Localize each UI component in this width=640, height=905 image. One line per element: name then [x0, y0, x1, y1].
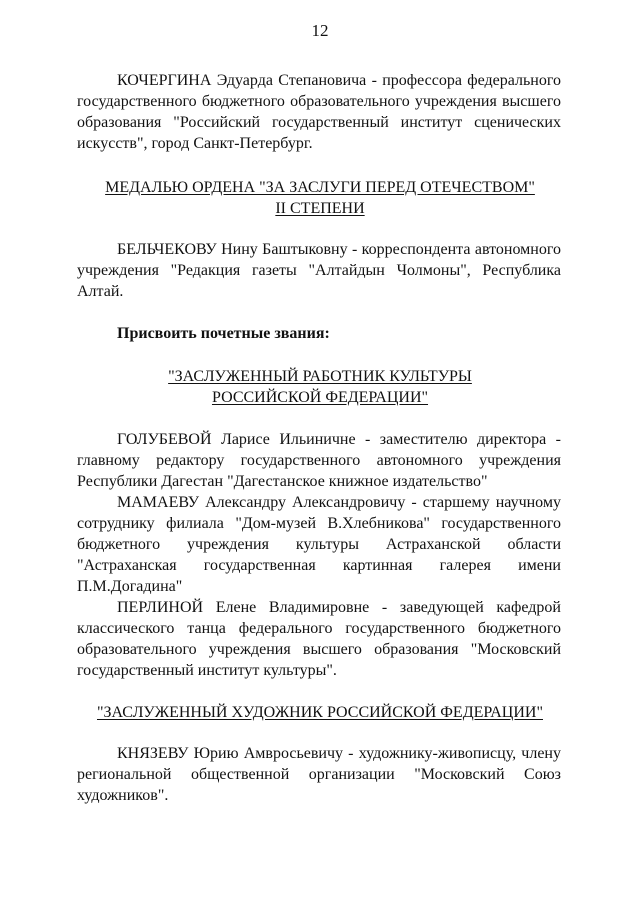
award-paragraph-knyazev: КНЯЗЕВУ Юрию Амвросьевичу - художнику-живописцу, члену региональной общественной организации "Московский Союз художников".	[77, 745, 561, 804]
award-paragraph-mamaev: МАМАЕВУ Александру Александровичу - старшему научному сотруднику филиала "Дом-музей В.Хлебникова" государственного бюджетного учреждения культуры Астраханской области "Астраханская государственная картинная галерея имени П.М.Догадина"	[77, 494, 561, 595]
heading-line: МЕДАЛЬЮ ОРДЕНА "ЗА ЗАСЛУГИ ПЕРЕД ОТЕЧЕСТВОМ"	[105, 179, 535, 196]
section-heading-artist	[40, 702, 600, 723]
award-paragraph-perlina: ПЕРЛИНОЙ Елене Владимировне - заведующей кафедрой классического танца федерального государственного бюджетного образовательного учреждения высшего образования "Московский государственный институт культуры".	[77, 599, 561, 679]
page-number: 12	[311, 21, 329, 40]
heading-line: "ЗАСЛУЖЕННЫЙ ХУДОЖНИК РОССИЙСКОЙ ФЕДЕРАЦИИ"	[97, 704, 543, 721]
honorary-titles-intro: Присвоить почетные звания:	[117, 325, 330, 342]
section-heading-culture-worker	[40, 366, 600, 408]
heading-line: "ЗАСЛУЖЕННЫЙ РАБОТНИК КУЛЬТУРЫ	[168, 368, 472, 385]
award-paragraph-belchekova: БЕЛЬЧЕКОВУ Нину Баштыковну - корреспондента автономного учреждения "Редакция газеты "Алтайдын Чолмоны", Республика Алтай.	[77, 241, 561, 300]
award-paragraph-golubeva: ГОЛУБЕВОЙ Ларисе Ильиничне - заместителю директора - главному редактору государственного автономного учреждения Республики Дагестан "Дагестанское книжное издательство"	[77, 431, 561, 490]
heading-line: II СТЕПЕНИ	[275, 200, 365, 217]
section-heading-medal	[40, 177, 600, 219]
heading-line: РОССИЙСКОЙ ФЕДЕРАЦИИ"	[211, 389, 429, 406]
award-paragraph-kochergin: КОЧЕРГИНА Эдуарда Степановича - профессора федерального государственного бюджетного образовательного учреждения высшего образования "Российский государственный институт сценических искусств", город Санкт-Петербург.	[77, 72, 561, 152]
